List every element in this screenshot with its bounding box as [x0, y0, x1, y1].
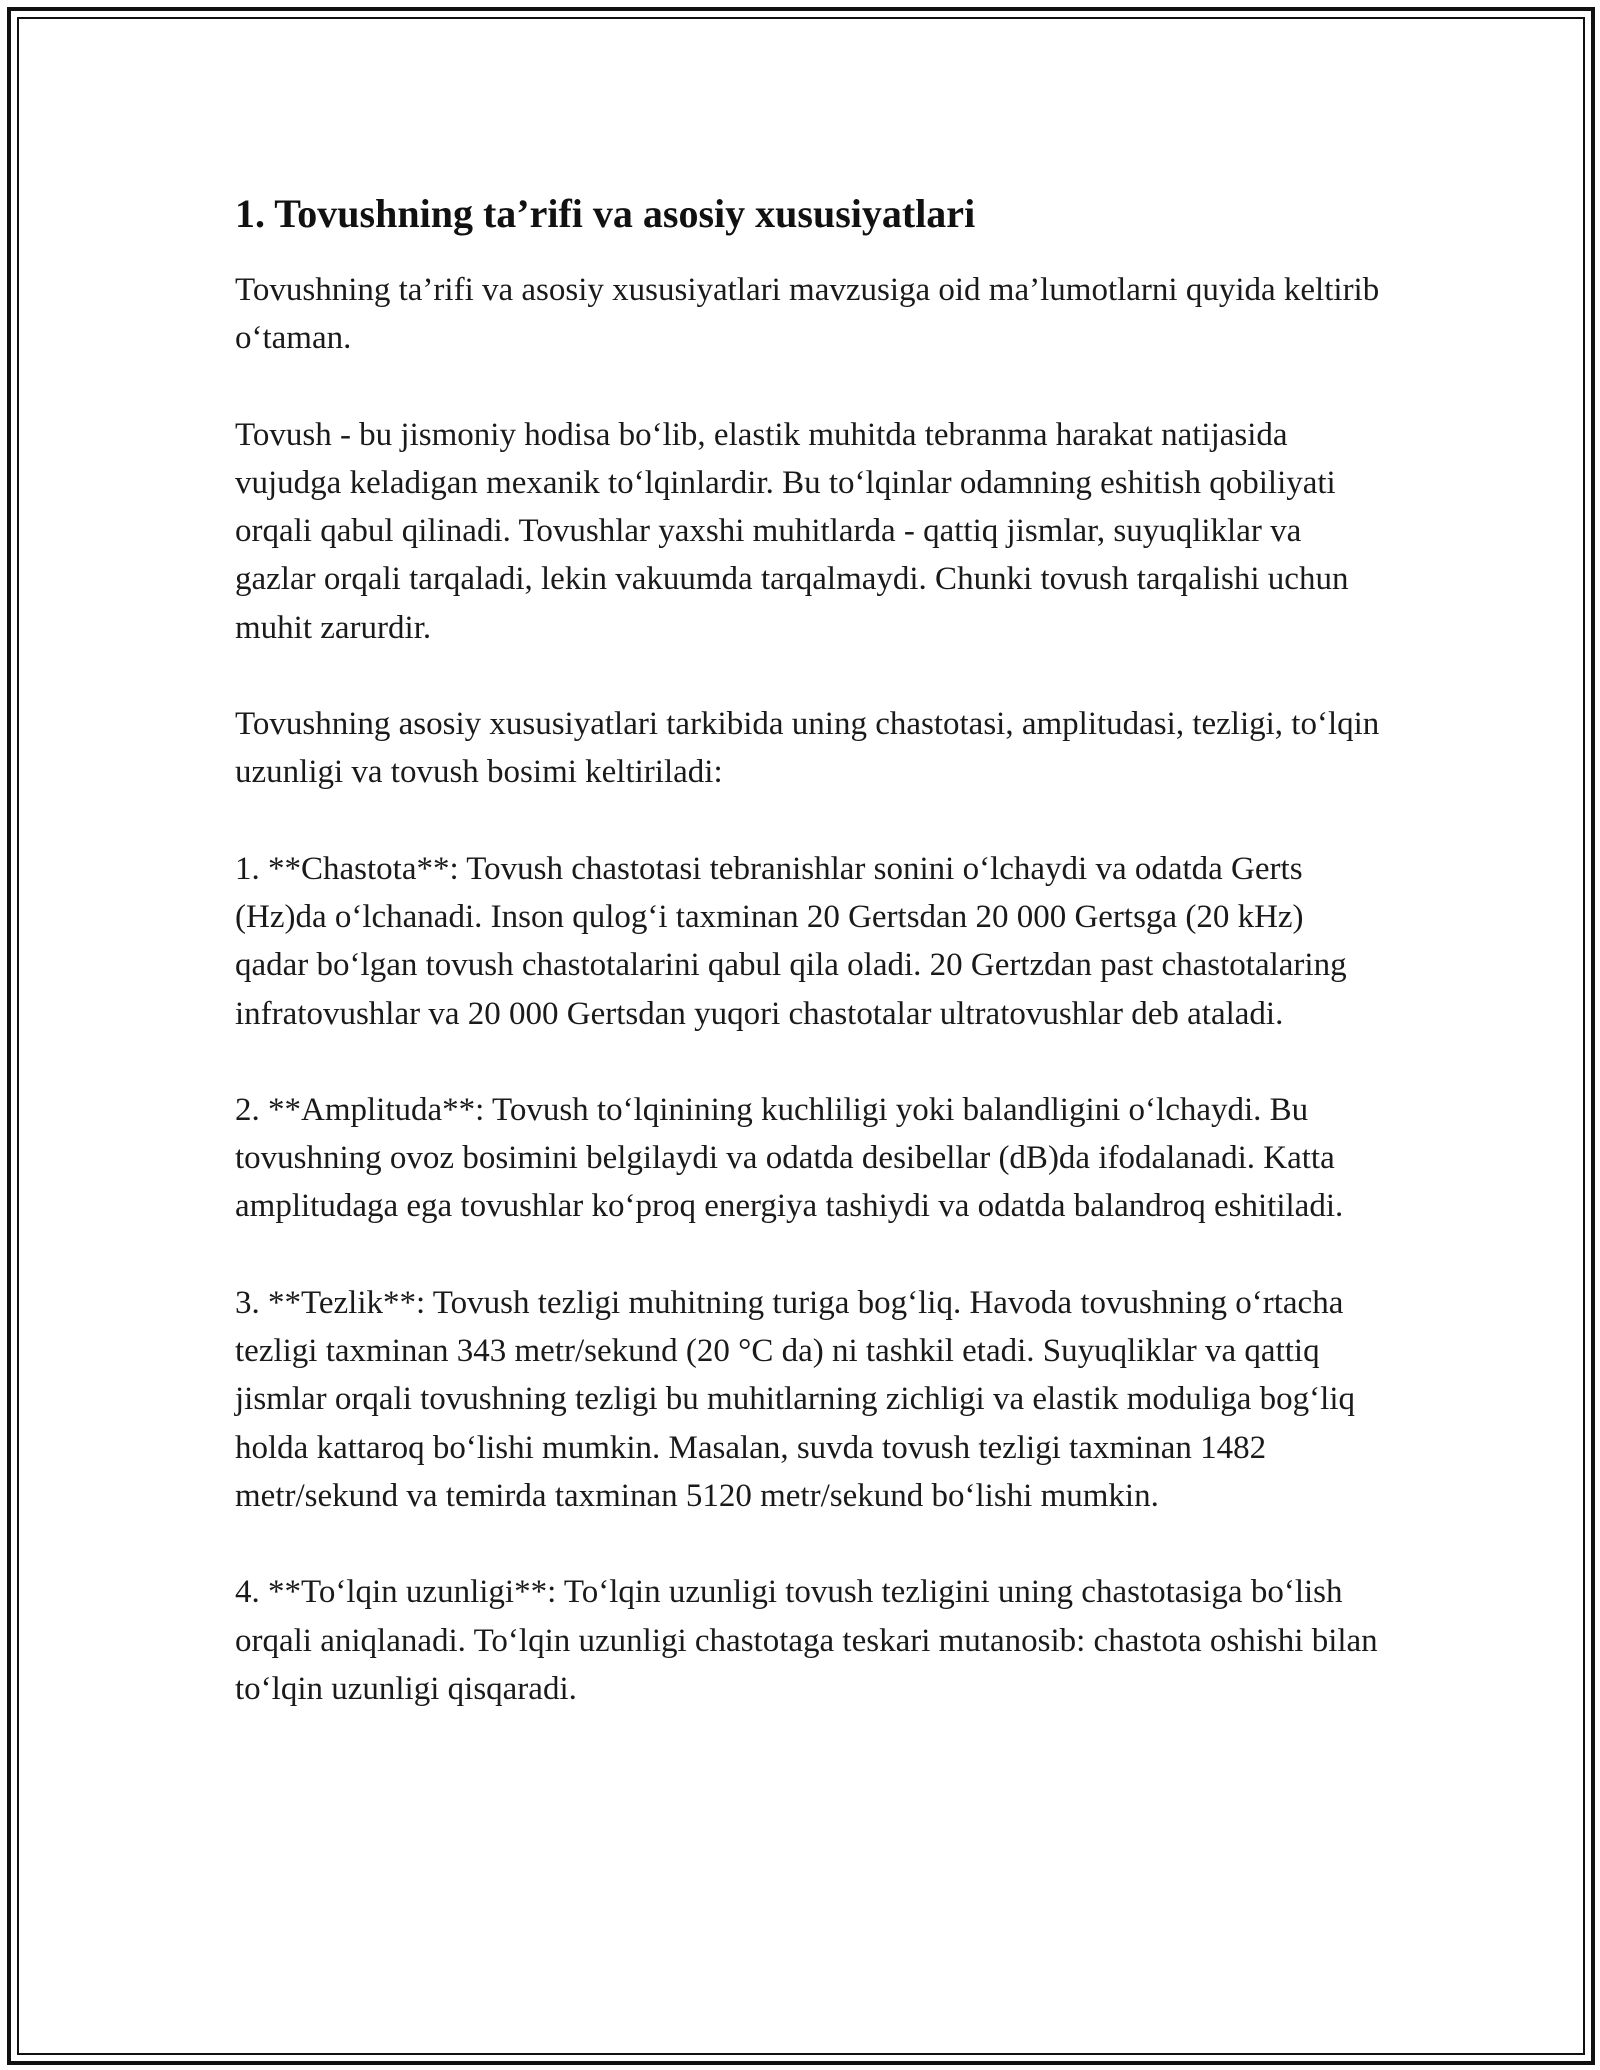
list-item-frequency: 1. **Chastota**: Tovush chastotasi tebranishlar sonini o‘lchaydi va odatda Gerts (Hz)da o‘lchanadi. Inson qulog‘i taxminan 20 Gertsdan 20 000 Gertsga (20 kHz) qadar bo‘lgan tovush chastotalarini qabul qila oladi. 20 Gertzdan past chastotalaring infratovushlar va 20 000 Gertsdan yuqori chastotalar ultratovushlar deb ataladi.: [235, 850, 1347, 1032]
list-item-speed: 3. **Tezlik**: Tovush tezligi muhitning turiga bog‘liq. Havoda tovushning o‘rtacha tezligi taxminan 343 metr/sekund (20 °C da) ni tashkil etadi. Suyuqliklar va qattiq jismlar orqali tovushning tezligi bu muhitlarning zichligi va elastik moduliga bog‘liq holda kattaroq bo‘lishi mumkin. Masalan, suvda tovush tezligi taxminan 1482 metr/sekund va temirda taxminan 5120 metr/sekund bo‘lishi mumkin.: [235, 1284, 1355, 1514]
document-body: [235, 190, 1385, 1761]
list-item-amplitude: 2. **Amplituda**: Tovush to‘lqinining kuchliligi yoki balandligini o‘lchaydi. Bu tovushning ovoz bosimini belgilaydi va odatda desibellar (dB)da ifodalanadi. Katta amplitudaga ega tovushlar ko‘proq energiya tashiydi va odatda balandroq eshitiladi.: [235, 1091, 1344, 1225]
definition-paragraph: Tovush - bu jismoniy hodisa bo‘lib, elastik muhitda tebranma harakat natijasida vujudga keladigan mexanik to‘lqinlardir. Bu to‘lqinlar odamning eshitish qobiliyati orqali qabul qilinadi. Tovushlar yaxshi muhitlarda - qattiq jismlar, suyuqliklar va gazlar orqali tarqaladi, lekin vakuumda tarqalmaydi. Chunki tovush tarqalishi uchun muhit zarurdir.: [235, 416, 1349, 646]
list-item-wavelength: 4. **To‘lqin uzunligi**: To‘lqin uzunligi tovush tezligini uning chastotasiga bo‘lish orqali aniqlanadi. To‘lqin uzunligi chastotaga teskari mutanosib: chastota oshishi bilan to‘lqin uzunligi qisqaradi.: [235, 1574, 1378, 1707]
intro-paragraph: Tovushning ta’rifi va asosiy xususiyatlari mavzusiga oid ma’lumotlarni quyida keltirib o‘taman.: [235, 272, 1380, 357]
section-heading: 1. Tovushning ta’rifi va asosiy xususiyatlari: [235, 191, 976, 236]
properties-intro-paragraph: Tovushning asosiy xususiyatlari tarkibida uning chastotasi, amplitudasi, tezligi, to‘lqin uzunligi va tovush bosimi keltiriladi:: [235, 706, 1380, 791]
